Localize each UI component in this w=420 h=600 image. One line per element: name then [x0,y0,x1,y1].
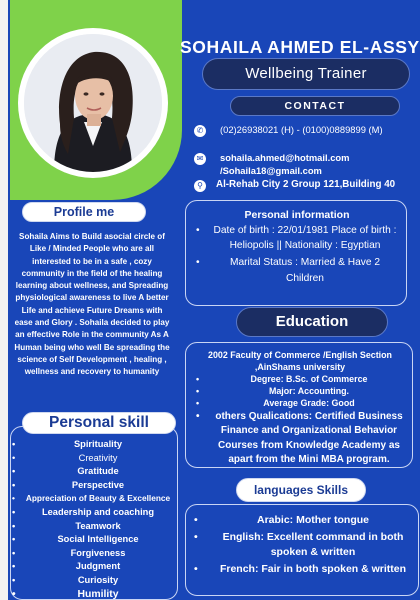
contact-title: CONTACT [230,96,400,116]
list-item: • Social Intelligence [12,533,172,547]
list-item: • Leadership and coaching [12,506,172,520]
profile-text: Sohaila Aims to Build asocial circle of Like / Minded People who are all interested to be in a safe , cozy community in the field of the healing learning about wellness, and Spreading physiological awareness to live A better Life and achieve Future Dreams with ease and Glory . Sohaila decided to play an effective Role in the community As A Human being who well Be spreading the science of Self Development , healing , wellness and recovery to humanity [14,232,170,377]
location-icon: ⚲ [194,180,206,192]
list-item: • Creativity [12,452,172,466]
list-item: • others Qualications: Certified Business Finance and Organizational Behavior Courses from Knowledge Academy as apart from the Mini MBA program. [196,410,410,468]
list-item: • Spirituality [12,438,172,452]
education-heading: 2002 Faculty of Commerce /English Section ,AinShams university [208,350,392,372]
list-item: • French: Fair in both spoken & written [194,562,418,576]
contact-phone: (02)26938021 (H) - (0100)0889899 (M) [220,124,383,135]
list-item: • Marital Status : Married & Have 2 Children [196,255,400,285]
person-name: SOHAILA AHMED EL-ASSY [180,37,420,57]
profile-photo [24,34,162,172]
education-box [185,342,413,468]
skills-title: Personal skill [22,412,176,434]
languages-list [194,513,418,580]
list-item: • Judgment [12,560,172,574]
list-item: • Forgiveness [12,547,172,561]
list-item: • Curiosity [12,574,172,588]
contact-email-link-2[interactable]: /Sohaila18@gmail.com [220,165,322,176]
list-item: • Humility [12,588,172,600]
personal-info-box [185,200,407,306]
contact-address: Al-Rehab City 2 Group 121,Building 40 [216,179,396,190]
list-item: • Major: Accounting. [196,385,410,397]
profile-title: Profile me [22,202,146,222]
email-icon: ✉ [194,153,206,165]
list-item: • Date of birth : 22/01/1981 Place of birth : Heliopolis || Nationality : Egyptian [196,223,400,253]
list-item: • Gratitude [12,465,172,479]
languages-box [185,504,419,596]
personal-info-list [196,223,400,288]
portrait-image [24,34,162,172]
education-list [196,373,410,468]
role-title: Wellbeing Trainer [202,58,410,90]
list-item: • Appreciation of Beauty & Excellence [12,492,172,506]
phone-icon: ✆ [194,125,206,137]
left-edge-band [0,0,8,600]
list-item: • Degree: B.Sc. of Commerce [196,373,410,385]
education-title: Education [236,307,388,337]
list-item: • English: Excellent command in both spoken & written [194,530,418,559]
skills-list [12,438,172,600]
list-item: • Perspective [12,479,172,493]
personal-info-title: Personal information [244,209,350,221]
list-item: • Average Grade: Good [196,397,410,409]
list-item: • Arabic: Mother tongue [194,513,418,527]
list-item: • Teamwork [12,520,172,534]
contact-email-link[interactable]: sohaila.ahmed@hotmail.com [220,152,350,163]
languages-title: languages Skills [236,478,366,502]
